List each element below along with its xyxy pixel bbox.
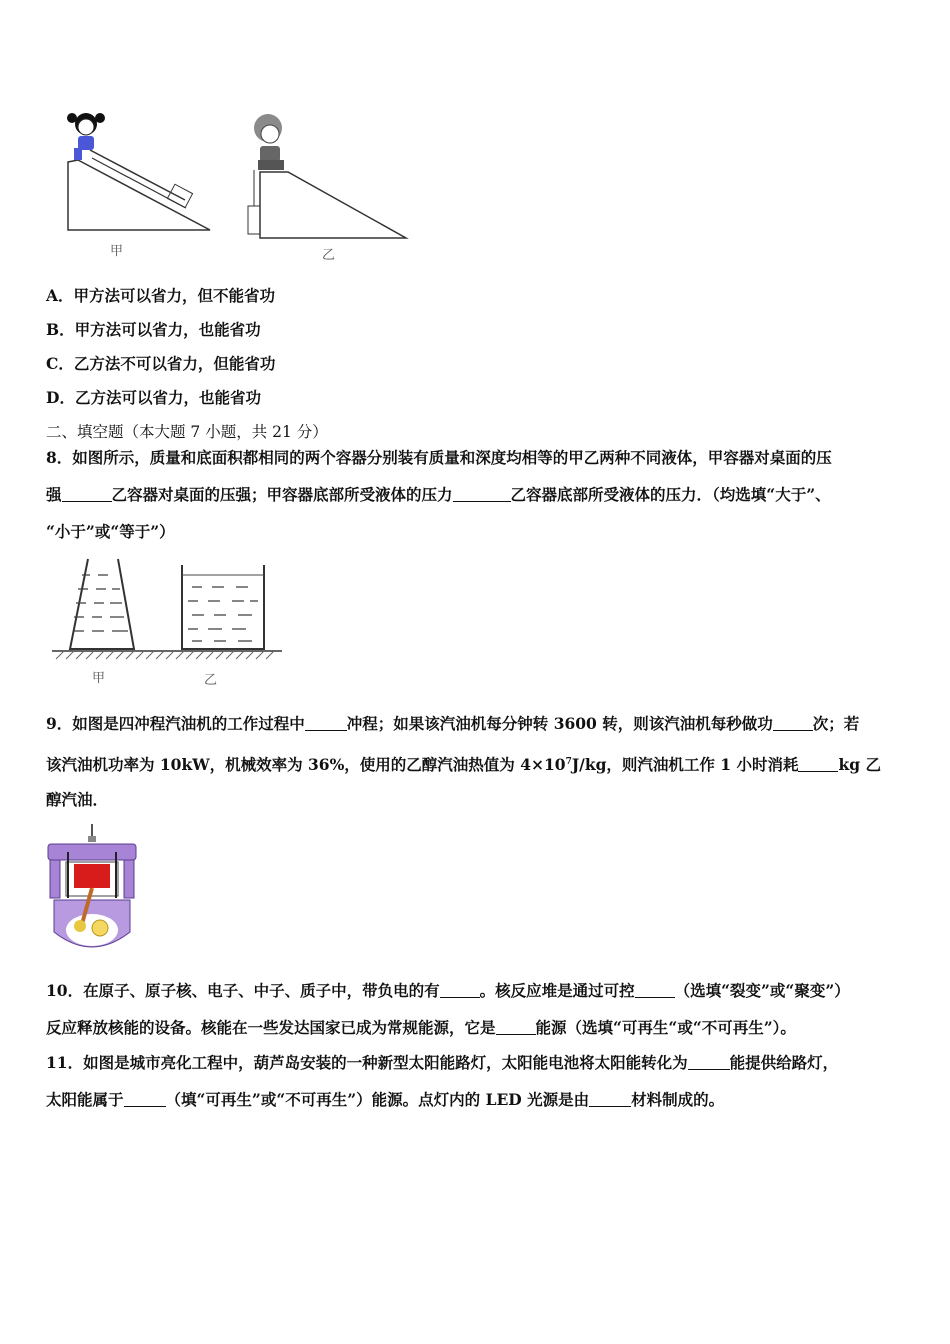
container-label-left: 甲 — [92, 671, 106, 686]
q11-line1 — [46, 1052, 906, 1074]
engine-figure — [44, 822, 140, 952]
q7-option-a: A．甲方法可以省力，但不能省功 — [46, 286, 276, 305]
q10-text-b: 。核反应堆是通过可控 — [479, 981, 635, 1000]
q11-text-c: 太阳能属于 — [46, 1090, 124, 1109]
q9-line3: 醇汽油． — [46, 790, 109, 809]
q10-text-a: 10．在原子、原子核、电子、中子、质子中，带负电的有 — [46, 981, 440, 1000]
q9-text-f: kg 乙 — [838, 755, 881, 775]
q8-blank-1[interactable] — [62, 486, 112, 502]
q7-option-d: D．乙方法可以省力，也能省功 — [46, 388, 261, 407]
engine-illustration — [44, 822, 140, 952]
q8-text-a: 强 — [46, 485, 62, 504]
q10-blank-2[interactable] — [635, 982, 675, 998]
q11-text-b: 能提供给路灯， — [729, 1053, 839, 1072]
container-illustration — [52, 555, 292, 665]
q10-line1 — [46, 980, 906, 1002]
q9-text-c: 次；若 — [812, 714, 860, 733]
q10-line2 — [46, 1017, 906, 1039]
q8-text-b: 乙容器对桌面的压强；甲容器底部所受液体的压力 — [111, 485, 453, 504]
q9-text-d: 该汽油机功率为 10kW，机械效率为 36%，使用的乙醇汽油热值为 4×10 — [46, 755, 566, 775]
q11-line2 — [46, 1089, 906, 1111]
ramp-figure — [60, 100, 420, 270]
q11-text-a: 11．如图是城市亮化工程中，葫芦岛安装的一种新型太阳能路灯，太阳能电池将太阳能转化为 — [46, 1053, 688, 1072]
q9-blank-3[interactable] — [798, 756, 838, 772]
q11-text-e: 材料制成的。 — [631, 1090, 725, 1109]
q11-text-d: （填“可再生”或“不可再生”）能源。点灯内的 LED 光源是由 — [165, 1090, 590, 1109]
q9-text-a: 9．如图是四冲程汽油机的工作过程中 — [46, 714, 305, 733]
q9-line1 — [46, 713, 906, 735]
q11-blank-2[interactable] — [124, 1091, 166, 1107]
q9-exponent: 7 — [565, 757, 572, 767]
q9-line2 — [46, 751, 906, 776]
q8-line3: “小于”或“等于”） — [46, 522, 175, 541]
q8-line1: 8．如图所示，质量和底面积都相同的两个容器分别装有质量和深度均相等的甲乙两种不同液体，甲容器对桌面的压 — [46, 448, 832, 467]
container-figure — [52, 555, 292, 690]
ramp-label-right: 乙 — [322, 248, 336, 263]
q9-text-e: J/kg，则汽油机工作 1 小时消耗 — [571, 755, 799, 775]
q7-option-b: B．甲方法可以省力，也能省功 — [46, 320, 261, 339]
q11-blank-3[interactable] — [589, 1091, 631, 1107]
ramp-label-left: 甲 — [110, 244, 124, 259]
q9-blank-2[interactable] — [773, 715, 813, 731]
q10-text-d: 反应释放核能的设备。核能在一些发达国家已成为常规能源，它是 — [46, 1018, 496, 1037]
q8-text-c: 乙容器底部所受液体的压力．（均选填“大于”、 — [510, 485, 831, 504]
q10-text-c: （选填“裂变”或“聚变”） — [674, 981, 850, 1000]
q10-blank-3[interactable] — [496, 1019, 536, 1035]
container-label-right: 乙 — [204, 673, 218, 688]
q9-text-b: 冲程；如果该汽油机每分钟转 3600 转，则该汽油机每秒做功 — [346, 714, 773, 733]
q7-option-c: C．乙方法不可以省力，但能省功 — [46, 354, 276, 373]
q9-blank-1[interactable] — [305, 715, 347, 731]
q10-blank-1[interactable] — [440, 982, 480, 998]
q11-blank-1[interactable] — [688, 1054, 730, 1070]
section2-heading: 二、填空题（本大题 7 小题，共 21 分） — [46, 423, 328, 441]
q10-text-e: 能源（选填“可再生“或“不可再生”）。 — [535, 1018, 796, 1037]
q8-line2 — [46, 484, 906, 506]
q8-blank-2[interactable] — [453, 486, 511, 502]
